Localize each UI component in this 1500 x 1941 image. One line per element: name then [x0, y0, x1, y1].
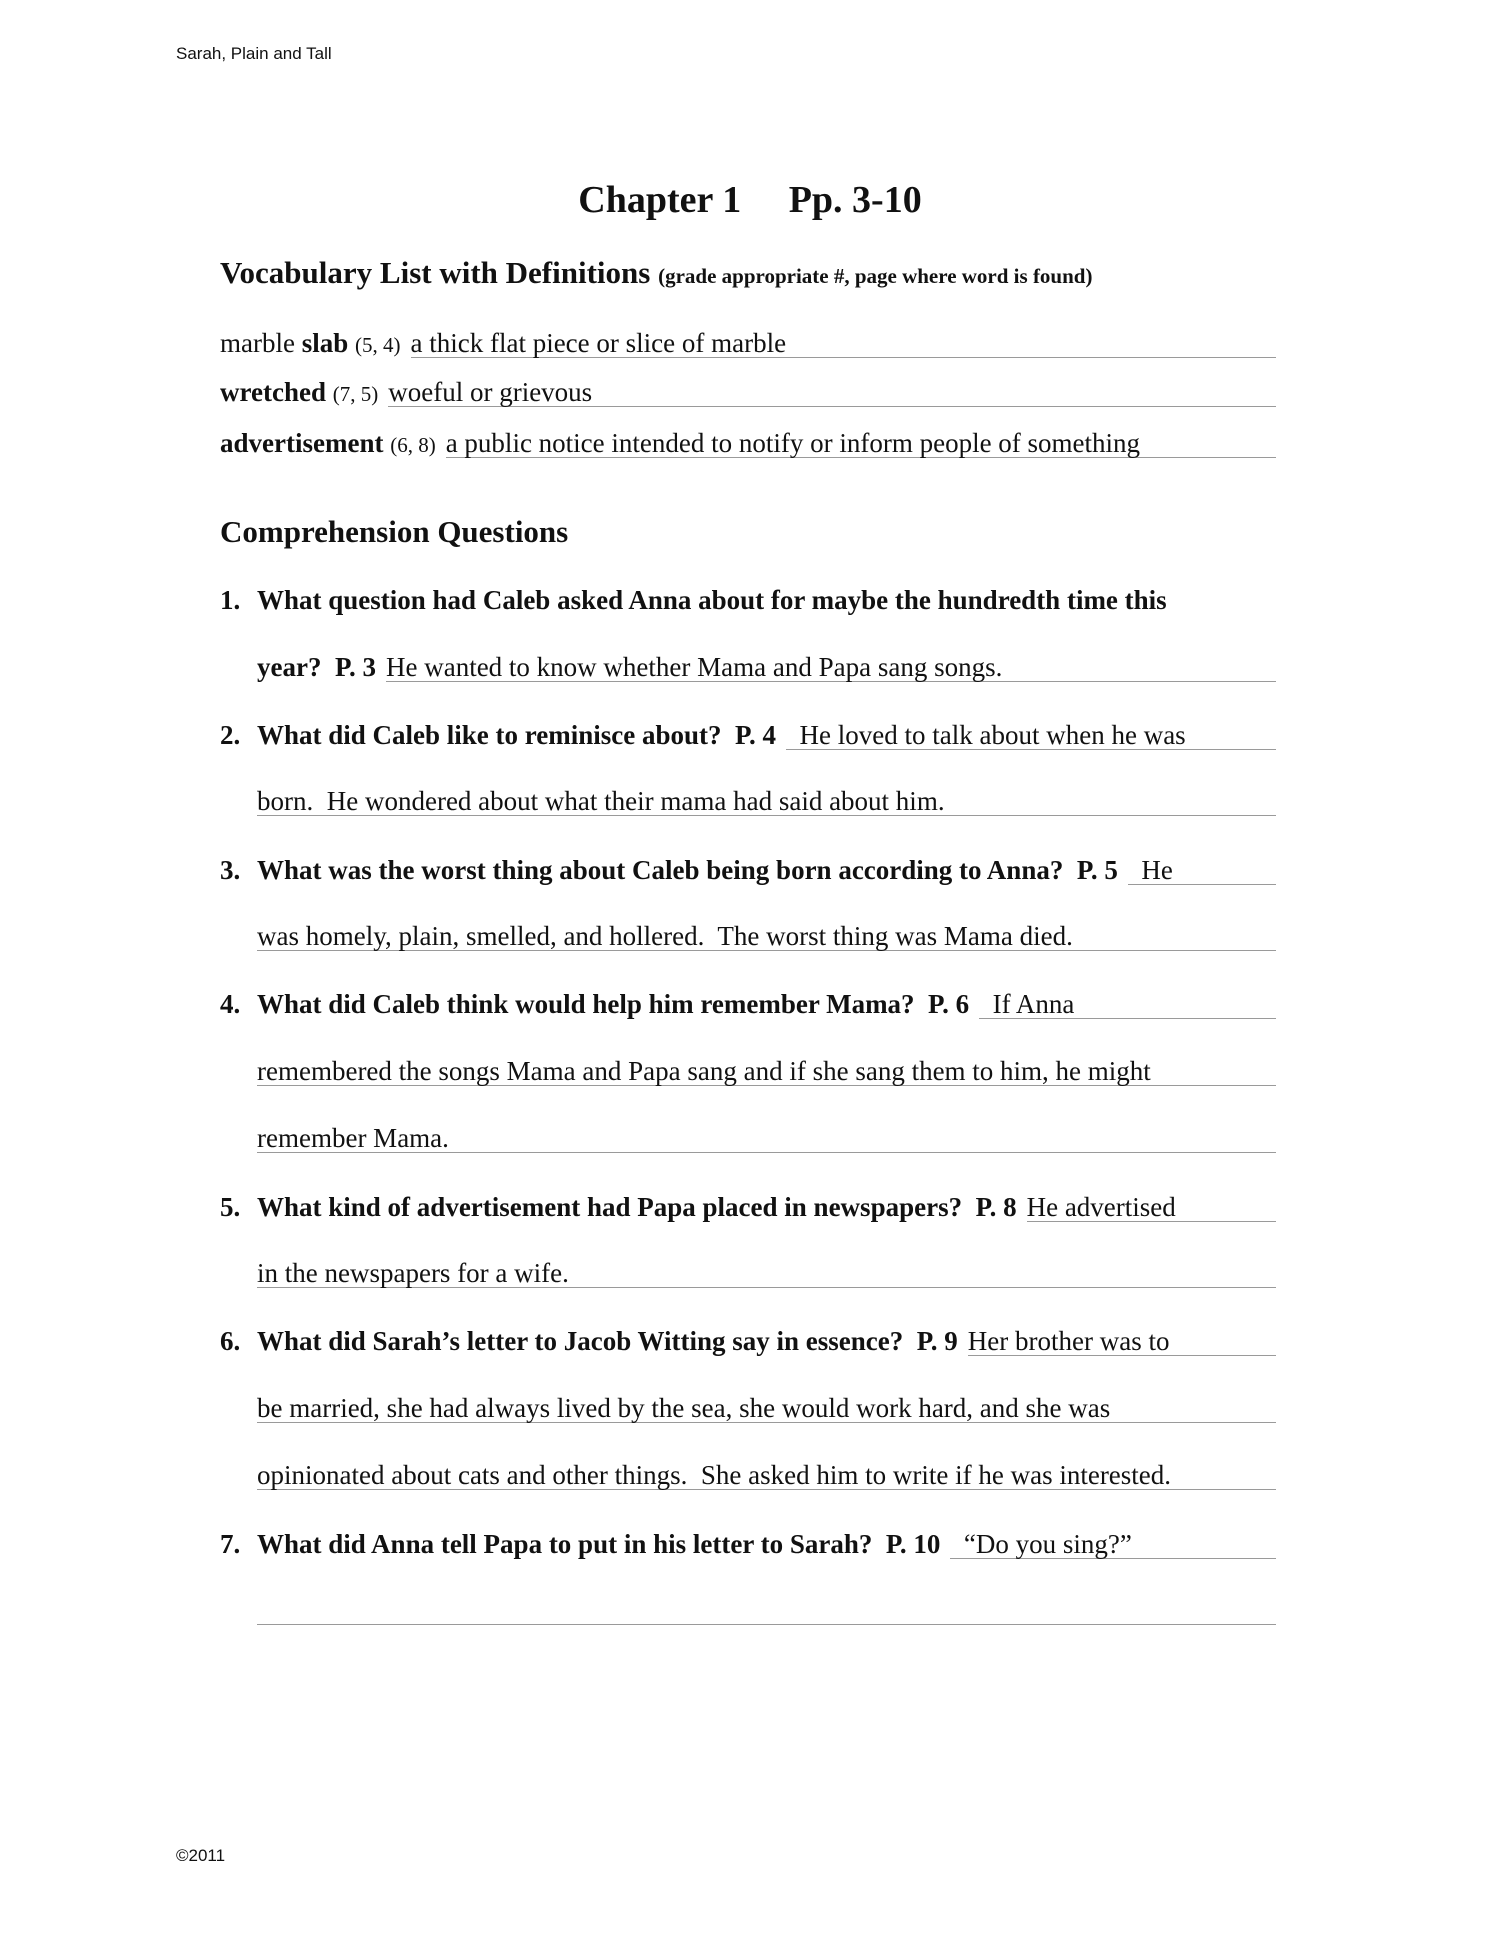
vocab-ref: (6, 8): [390, 433, 436, 457]
question-text: year? P. 3: [257, 652, 376, 682]
question-number: 6.: [220, 1326, 241, 1356]
vocab-heading: [220, 255, 1092, 291]
vocab-item: [220, 328, 1276, 359]
question-line: [220, 989, 1276, 1020]
answer-line[interactable]: If Anna: [979, 990, 1276, 1019]
vocab-word: slab: [301, 328, 349, 358]
question-line: [220, 720, 1276, 751]
question-line: [220, 1326, 1276, 1357]
vocab-term: [220, 377, 378, 408]
answer-line[interactable]: [257, 1596, 1276, 1625]
page-title: Chapter 1 Pp. 3-10: [578, 179, 922, 221]
question-line: [257, 1394, 1276, 1423]
question-line: [257, 1596, 1276, 1625]
vocab-subheading: (grade appropriate #, page where word is found): [658, 264, 1093, 288]
answer-line[interactable]: He: [1128, 856, 1276, 885]
question-line: [257, 922, 1276, 951]
answer-line[interactable]: was homely, plain, smelled, and hollered. The worst thing was Mama died.: [257, 922, 1276, 951]
question-number: 1.: [220, 585, 241, 615]
question-line: [257, 1461, 1276, 1490]
question-line: [257, 652, 1276, 683]
question-line: [220, 1192, 1276, 1223]
comprehension-heading: Comprehension Questions: [220, 514, 569, 549]
answer-line[interactable]: He advertised: [1027, 1193, 1276, 1222]
question-number: 5.: [220, 1192, 241, 1222]
running-header: Sarah, Plain and Tall: [176, 44, 332, 63]
vocab-definition[interactable]: a public notice intended to notify or inform people of something: [446, 429, 1276, 458]
answer-line[interactable]: remember Mama.: [257, 1124, 1276, 1153]
question-text: What did Caleb like to reminisce about? P. 4: [257, 720, 777, 750]
copyright: ©2011: [176, 1846, 226, 1865]
question-text: What did Sarah’s letter to Jacob Witting say in essence? P. 9: [257, 1326, 958, 1356]
answer-line[interactable]: He wanted to know whether Mama and Papa sang songs.: [386, 653, 1276, 682]
question-number: 7.: [220, 1529, 241, 1559]
question-line: [257, 1057, 1276, 1086]
vocab-term: [220, 328, 401, 359]
vocab-heading-text: Vocabulary List with Definitions: [220, 255, 651, 290]
question-line: [257, 787, 1276, 816]
vocab-definition[interactable]: a thick flat piece or slice of marble: [411, 329, 1277, 358]
question-text: What did Anna tell Papa to put in his letter to Sarah? P. 10: [257, 1529, 941, 1559]
vocab-item: [220, 428, 1276, 459]
vocab-word: advertisement: [220, 428, 384, 458]
vocab-ref: (7, 5): [332, 382, 379, 406]
question-text: What kind of advertisement had Papa placed in newspapers? P. 8: [257, 1192, 1017, 1222]
answer-line[interactable]: in the newspapers for a wife.: [257, 1259, 1276, 1288]
answer-line[interactable]: He loved to talk about when he was: [786, 721, 1276, 750]
question-number: 3.: [220, 855, 241, 885]
question-line: [220, 585, 1276, 616]
vocab-item: [220, 377, 1276, 408]
answer-line[interactable]: opinionated about cats and other things. She asked him to write if he was interested.: [257, 1461, 1276, 1490]
question-line: [257, 1124, 1276, 1153]
question-line: [220, 855, 1276, 886]
answer-line[interactable]: Her brother was to: [968, 1327, 1276, 1356]
answer-line[interactable]: born. He wondered about what their mama had said about him.: [257, 787, 1276, 816]
question-number: 2.: [220, 720, 241, 750]
vocab-word: wretched: [220, 377, 326, 407]
question-text: What question had Caleb asked Anna about for maybe the hundredth time this: [257, 585, 1167, 615]
vocab-definition[interactable]: woeful or grievous: [388, 378, 1276, 407]
answer-line[interactable]: remembered the songs Mama and Papa sang and if she sang them to him, he might: [257, 1057, 1276, 1086]
vocab-ref: (5, 4): [355, 333, 401, 357]
answer-line[interactable]: be married, she had always lived by the sea, she would work hard, and she was: [257, 1394, 1276, 1423]
answer-line[interactable]: “Do you sing?”: [950, 1530, 1276, 1559]
vocab-term: [220, 428, 436, 459]
question-text: What was the worst thing about Caleb being born according to Anna? P. 5: [257, 855, 1118, 885]
vocab-prefix: marble: [220, 328, 302, 358]
question-number: 4.: [220, 989, 241, 1019]
question-text: What did Caleb think would help him remember Mama? P. 6: [257, 989, 970, 1019]
question-line: [257, 1259, 1276, 1288]
question-line: [220, 1529, 1276, 1560]
